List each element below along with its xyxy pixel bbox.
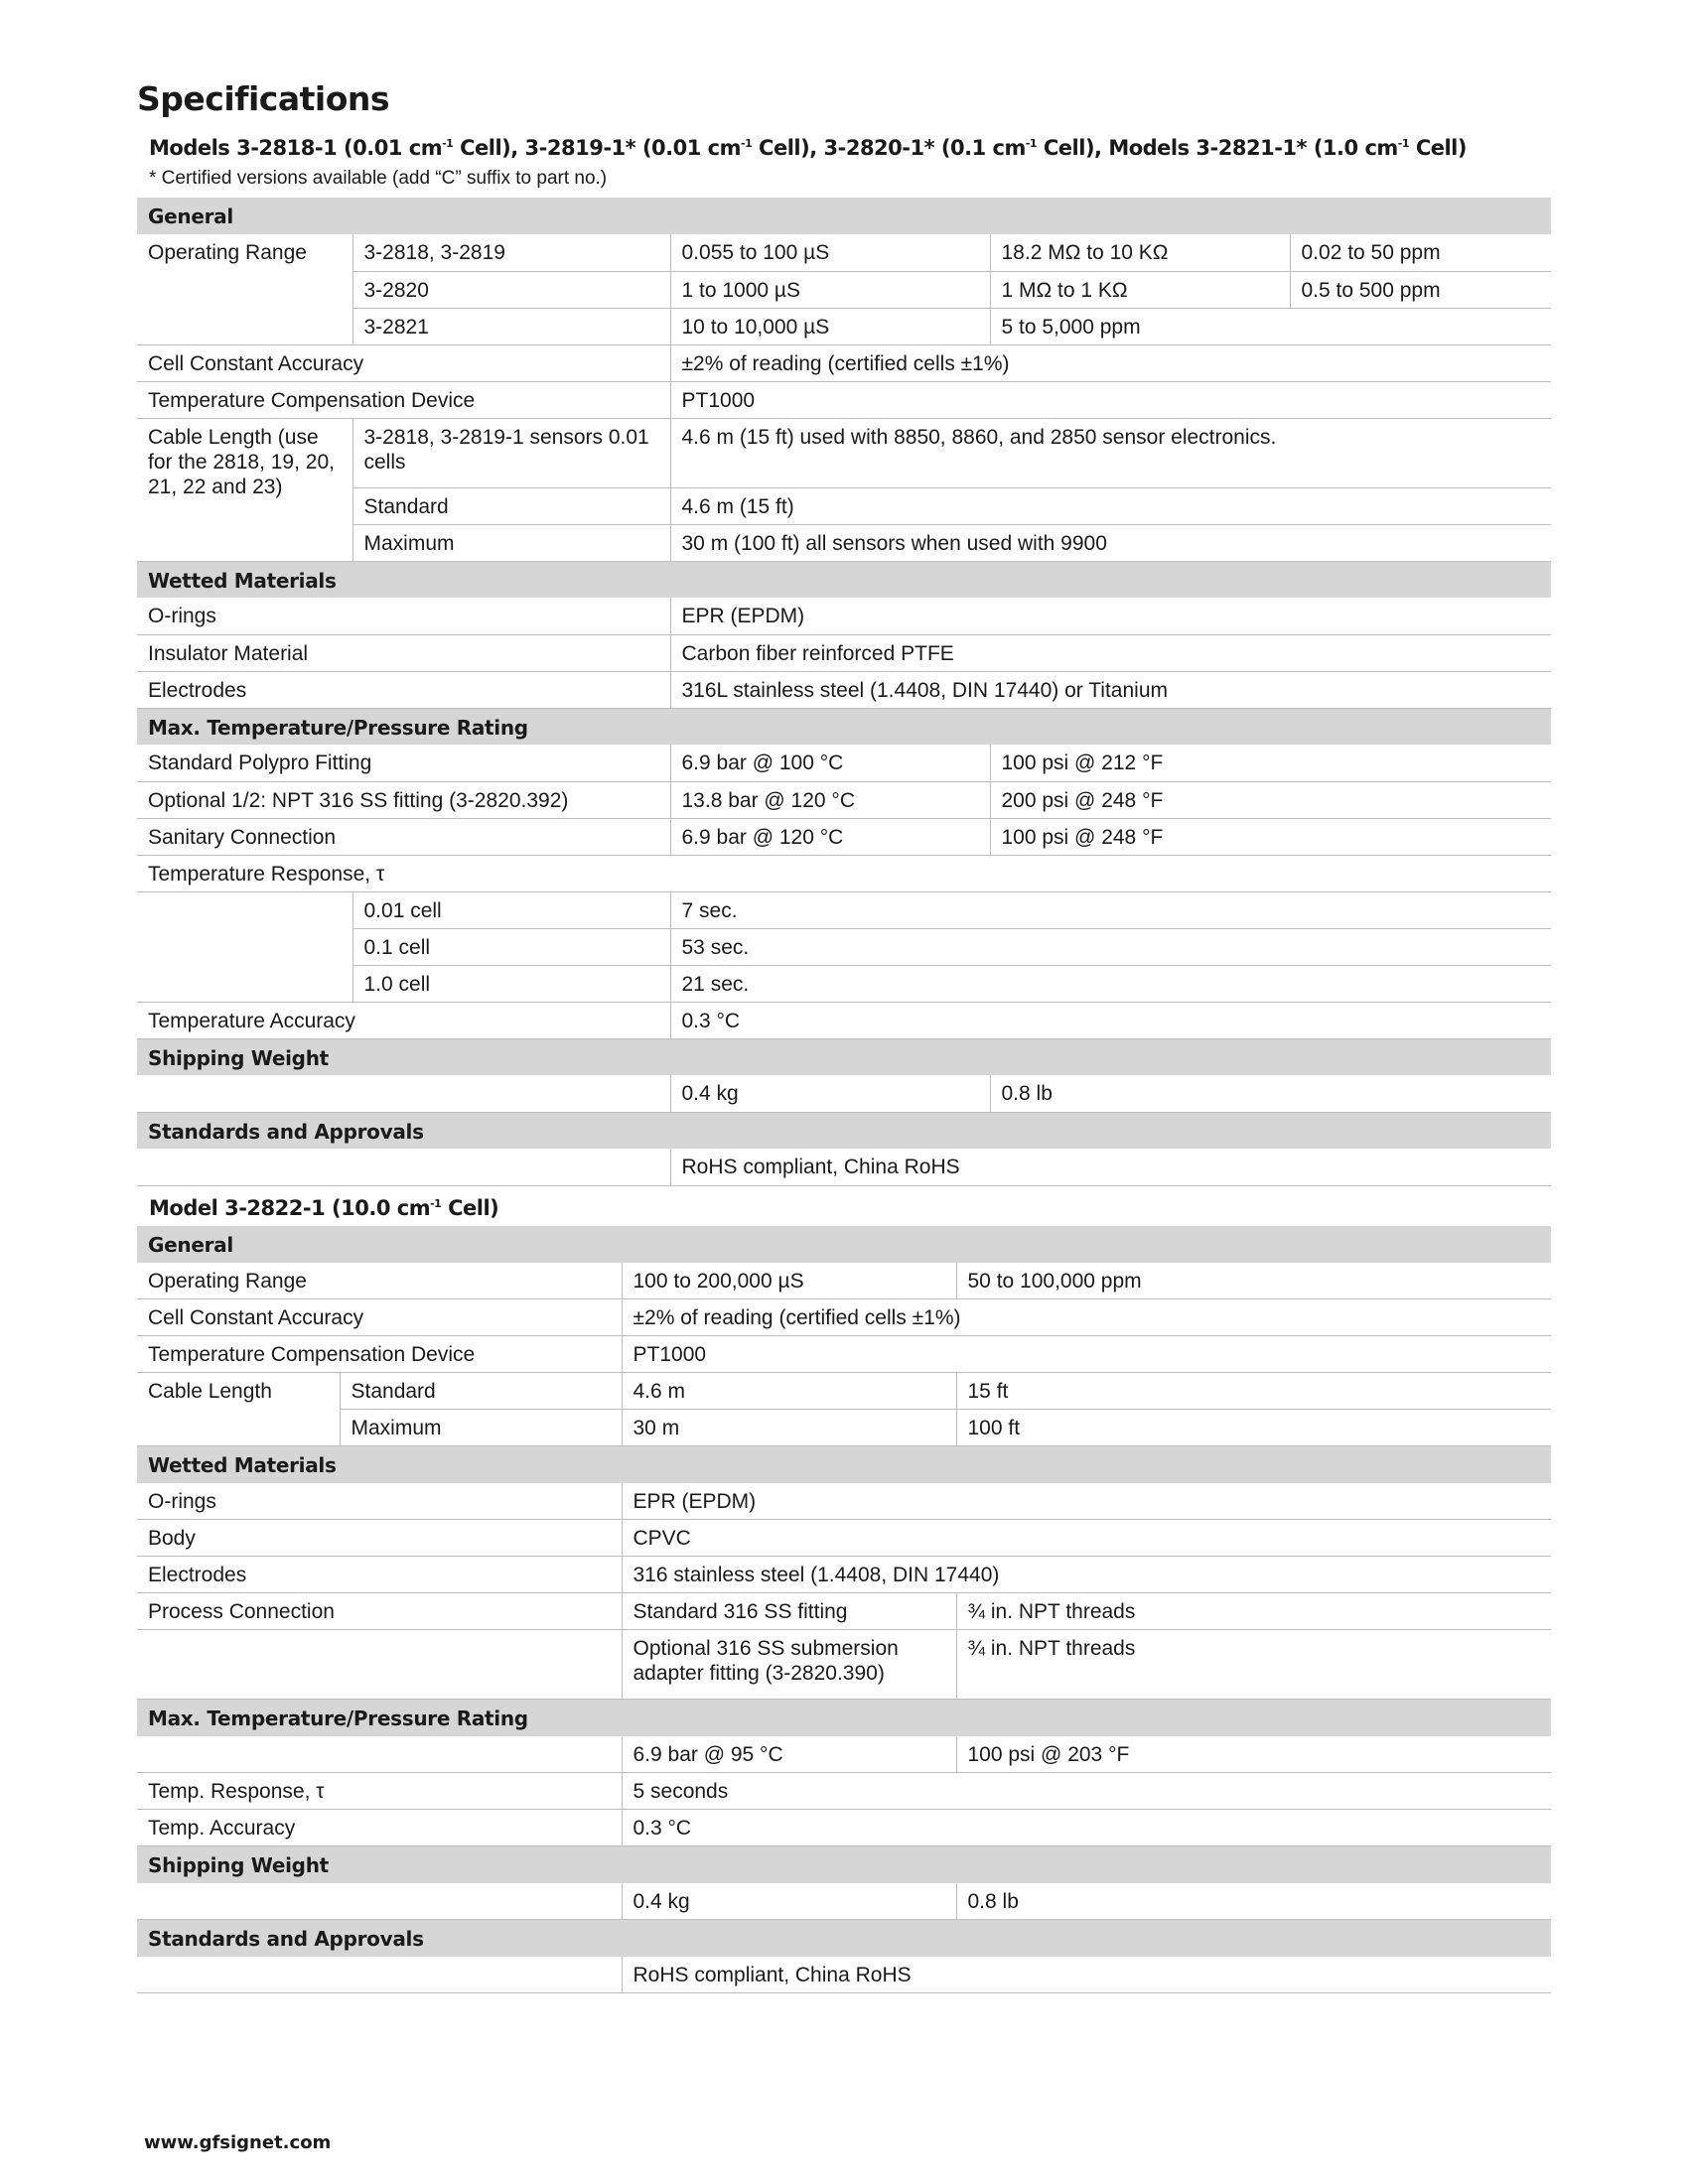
spec-page <box>137 79 1551 1993</box>
table-row: Standard Polypro Fitting 6.9 bar @ 100 °C 100 psi @ 212 °F <box>137 745 1551 781</box>
model2-heading: Model 3-2822-1 (10.0 $cm^{-1}$ Cell) <box>149 1195 499 1220</box>
table-row: Sanitary Connection 6.9 bar @ 120 °C 100 psi @ 248 °F <box>137 818 1551 855</box>
section-header: Max. Temperature/Pressure Rating <box>137 708 1551 745</box>
table-row: O-rings EPR (EPDM) <box>137 1483 1551 1520</box>
section-header: Shipping Weight <box>137 1038 1551 1075</box>
spec-table-2 <box>137 1226 1551 1994</box>
table-row: Temp. Accuracy 0.3 °C <box>137 1810 1551 1846</box>
table-row: Process Connection Standard 316 SS fitting ¾ in. NPT threads <box>137 1593 1551 1630</box>
table-row: Operating Range 3-2818, 3-2819 0.055 to 100 µS 18.2 MΩ to 10 KΩ 0.02 to 50 ppm <box>137 234 1551 271</box>
table-row: 1.0 cell 21 sec. <box>137 965 1551 1002</box>
table-row: Operating Range 100 to 200,000 µS 50 to 100,000 ppm <box>137 1263 1551 1299</box>
certified-note: * Certified versions available (add “C” suffix to part no.) <box>149 168 608 189</box>
table-row: Standard 4.6 m (15 ft) <box>137 487 1551 524</box>
table-row: RoHS compliant, China RoHS <box>137 1957 1551 1993</box>
table-row: Optional 1/2: NPT 316 SS fitting (3-2820.392) 13.8 bar @ 120 °C 200 psi @ 248 °F <box>137 781 1551 818</box>
table-row: Temperature Response, τ <box>137 855 1551 891</box>
section-header: Max. Temperature/Pressure Rating <box>137 1700 1551 1736</box>
table-row: 3-2821 10 to 10,000 µS 5 to 5,000 ppm <box>137 308 1551 344</box>
table-row: Cell Constant Accuracy ±2% of reading (certified cells ±1%) <box>137 344 1551 381</box>
section-header: General <box>137 1226 1551 1263</box>
table-row: Body CPVC <box>137 1520 1551 1557</box>
table-row: O-rings EPR (EPDM) <box>137 598 1551 634</box>
table-row: Cable Length (use for the 2818, 19, 20, 21, 22 and 23) 3-2818, 3-2819-1 sensors 0.01 cells 4.6 m (15 ft) used with 8850, 8860, and 2850 sensor electronics. <box>137 418 1551 487</box>
table-row: 6.9 bar @ 95 °C 100 psi @ 203 °F <box>137 1736 1551 1773</box>
table-row: 0.1 cell 53 sec. <box>137 928 1551 965</box>
table-row: Temperature Compensation Device PT1000 <box>137 1336 1551 1373</box>
table-row: Maximum 30 m 100 ft <box>137 1410 1551 1446</box>
table-row: Insulator Material Carbon fiber reinforced PTFE <box>137 634 1551 671</box>
table-row: 0.4 kg 0.8 lb <box>137 1075 1551 1112</box>
table-row: Electrodes 316 stainless steel (1.4408, DIN 17440) <box>137 1557 1551 1593</box>
footer-url[interactable]: www.gfsignet.com <box>144 2132 332 2153</box>
table-row: Cable Length Standard 4.6 m 15 ft <box>137 1373 1551 1410</box>
table-row: Temperature Accuracy 0.3 °C <box>137 1002 1551 1038</box>
table-row: Cell Constant Accuracy ±2% of reading (certified cells ±1%) <box>137 1299 1551 1336</box>
section-header: Standards and Approvals <box>137 1920 1551 1957</box>
section-header: Shipping Weight <box>137 1846 1551 1883</box>
section-header: General <box>137 198 1551 234</box>
section-header: Wetted Materials <box>137 1446 1551 1483</box>
page-title: Specifications <box>137 79 390 118</box>
spec-table-1 <box>137 198 1551 1186</box>
section-header: Wetted Materials <box>137 561 1551 598</box>
section-header: Standards and Approvals <box>137 1112 1551 1149</box>
table-row: RoHS compliant, China RoHS <box>137 1149 1551 1185</box>
table-row: Maximum 30 m (100 ft) all sensors when used with 9900 <box>137 524 1551 561</box>
table-row: 0.01 cell 7 sec. <box>137 891 1551 928</box>
table-row: Temperature Compensation Device PT1000 <box>137 381 1551 418</box>
models-heading: Models 3-2818-1 (0.01 $cm^{-1}$ Cell), 3-2819-1* (0.01 $cm^{-1}$ Cell), 3-2820-1* (0.1 $cm^{-1}$ Cell), Models 3-2821-1* (1.0 $cm^{-1}$ Cell) <box>149 136 1467 160</box>
table-row: Optional 316 SS submersion adapter fitting (3-2820.390) ¾ in. NPT threads <box>137 1630 1551 1700</box>
table-row: 0.4 kg 0.8 lb <box>137 1883 1551 1920</box>
table-row: Electrodes 316L stainless steel (1.4408, DIN 17440) or Titanium <box>137 671 1551 708</box>
table-row: 3-2820 1 to 1000 µS 1 MΩ to 1 KΩ 0.5 to 500 ppm <box>137 271 1551 308</box>
table-row: Temp. Response, τ 5 seconds <box>137 1773 1551 1810</box>
